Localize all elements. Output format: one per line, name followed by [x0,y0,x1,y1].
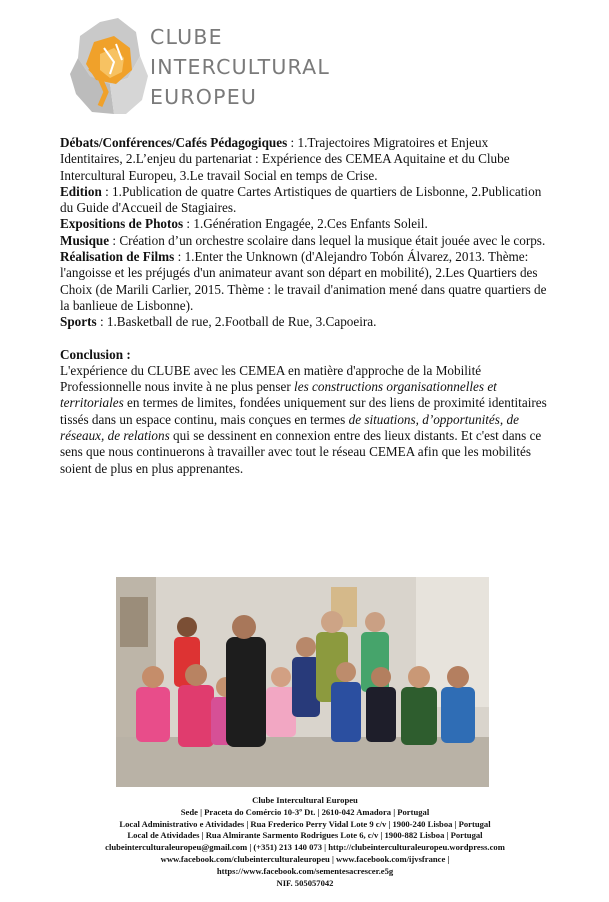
footer-facebook-2: https://www.facebook.com/sementesacrescer.e5g [216,865,394,876]
brand-name [150,22,330,112]
section-text: 1.Enter the Unknown (d'Alejandro Tobón Álvarez, 2013. Thème: l'angoisse et les préjugés d'un animateur avant son départ en mobilité), 2.Les Quartiers des Choix (de Marili Carlier, 2015. Thème : le travail d'animation mené dans quatre quartiers de la banlieue de Lisbonne). [60,249,547,313]
section-label: Sports [60,314,97,330]
conclusion-heading: Conclusion : [60,346,131,362]
footer-contacts: clubeinterculturaleuropeu@gmail.com | (+351) 213 140 073 | http://clubeinterculturaleuropeu.wordpress.com [105,842,505,853]
section-films: Réalisation de Films : 1.Enter the Unknown (d'Alejandro Tobón Álvarez, 2013. Thème: l'angoisse et les préjugés d'un animateur avant son départ en mobilité), 2.Les Quartiers des Choix (de Marili Carlier, 2015. Thème : le travail d'animation mené dans quatre quartiers de la banlieue de Lisbonne). [60,249,547,313]
brand-line-1: CLUBE [150,25,223,49]
section-text: 1.Génération Engagée, 2.Ces Enfants Soleil. [193,216,428,232]
section-text: 1.Publication de quatre Cartes Artistiques de quartiers de Lisbonne, 2.Publication du Guide d'Accueil de Stagiaires. [60,183,542,216]
brand-line-3: EUROPEU [150,85,258,109]
footer-org: Clube Intercultural Europeu [252,795,358,805]
document-footer [55,795,555,889]
section-label: Musique [60,232,110,248]
section-label: Edition [60,183,102,199]
footer-local-admin: Local Administrativo e Atividades | Rua Frederico Perry Vidal Lote 9 c/v | 1900-240 Lisboa | Portugal [119,818,491,829]
section-expositions: Expositions de Photos : 1.Génération Engagée, 2.Ces Enfants Soleil. [60,216,428,232]
section-sports: Sports : 1.Basketball de rue, 2.Football de Rue, 3.Capoeira. [60,314,377,330]
section-text: Création d’un orchestre scolaire dans lequel la musique était jouée avec le corps. [119,232,546,248]
footer-facebook-1: www.facebook.com/clubeinterculturaleuropeu | www.facebook.com/ijvsfrance | [160,853,450,864]
section-label: Réalisation de Films [60,249,175,265]
conclusion-paragraph: L'expérience du CLUBE avec les CEMEA en matière d'approche de la Mobilité Professionnelle nous invite à ne plus penser les constructions organisationnelles et territoriales en termes de limites, fondées uniquement sur des liens de proximité identitaires tissés dans un espace continu, mais conçues en termes de situations, d’opportunités, de réseaux, de relations qui se dessinent en connexion entre des lieux distants. Et c'est dans ce sens que nous continuerons à travailler avec tout le réseau CEMEA afin que les mobilités soient de plus en plus apprenantes. [60,362,547,476]
footer-nif: NIF. 505057042 [276,877,334,888]
section-text: 1.Trajectoires Migratoires et Enjeux Identitaires, 2.L’enjeu du partenariat : Expérience des CEMEA Aquitaine et du Clube Intercultural Europeu, 3.Le travail Social en temps de Crise. [60,135,510,183]
group-photo [116,577,489,787]
section-text: 1.Basketball de rue, 2.Football de Rue, 3.Capoeira. [106,314,377,330]
section-musique: Musique : Création d’un orchestre scolaire dans lequel la musique était jouée avec le corps. [60,232,546,248]
clube-logo-icon [70,18,150,118]
section-debats: Débats/Conférences/Cafés Pédagogiques : 1.Trajectoires Migratoires et Enjeux Identitaires, 2.L’enjeu du partenariat : Expérience des CEMEA Aquitaine et du Clube Intercultural Europeu, 3.Le travail Social en temps de Crise. [60,135,510,183]
footer-sede: Sede | Praceta do Comércio 10-3º Dt. | 2610-042 Amadora | Portugal [180,806,430,817]
section-label: Expositions de Photos [60,216,184,232]
brand-line-2: INTERCULTURAL [150,55,330,79]
section-edition: Edition : 1.Publication de quatre Cartes Artistiques de quartiers de Lisbonne, 2.Publication du Guide d'Accueil de Stagiaires. [60,183,542,216]
document-body [60,135,550,477]
footer-local-ativ: Local de Atividades | Rua Almirante Sarmento Rodrigues Lote 6, c/v | 1900-882 Lisboa | Portugal [127,830,483,841]
section-label: Débats/Conférences/Cafés Pédagogiques [60,135,288,150]
